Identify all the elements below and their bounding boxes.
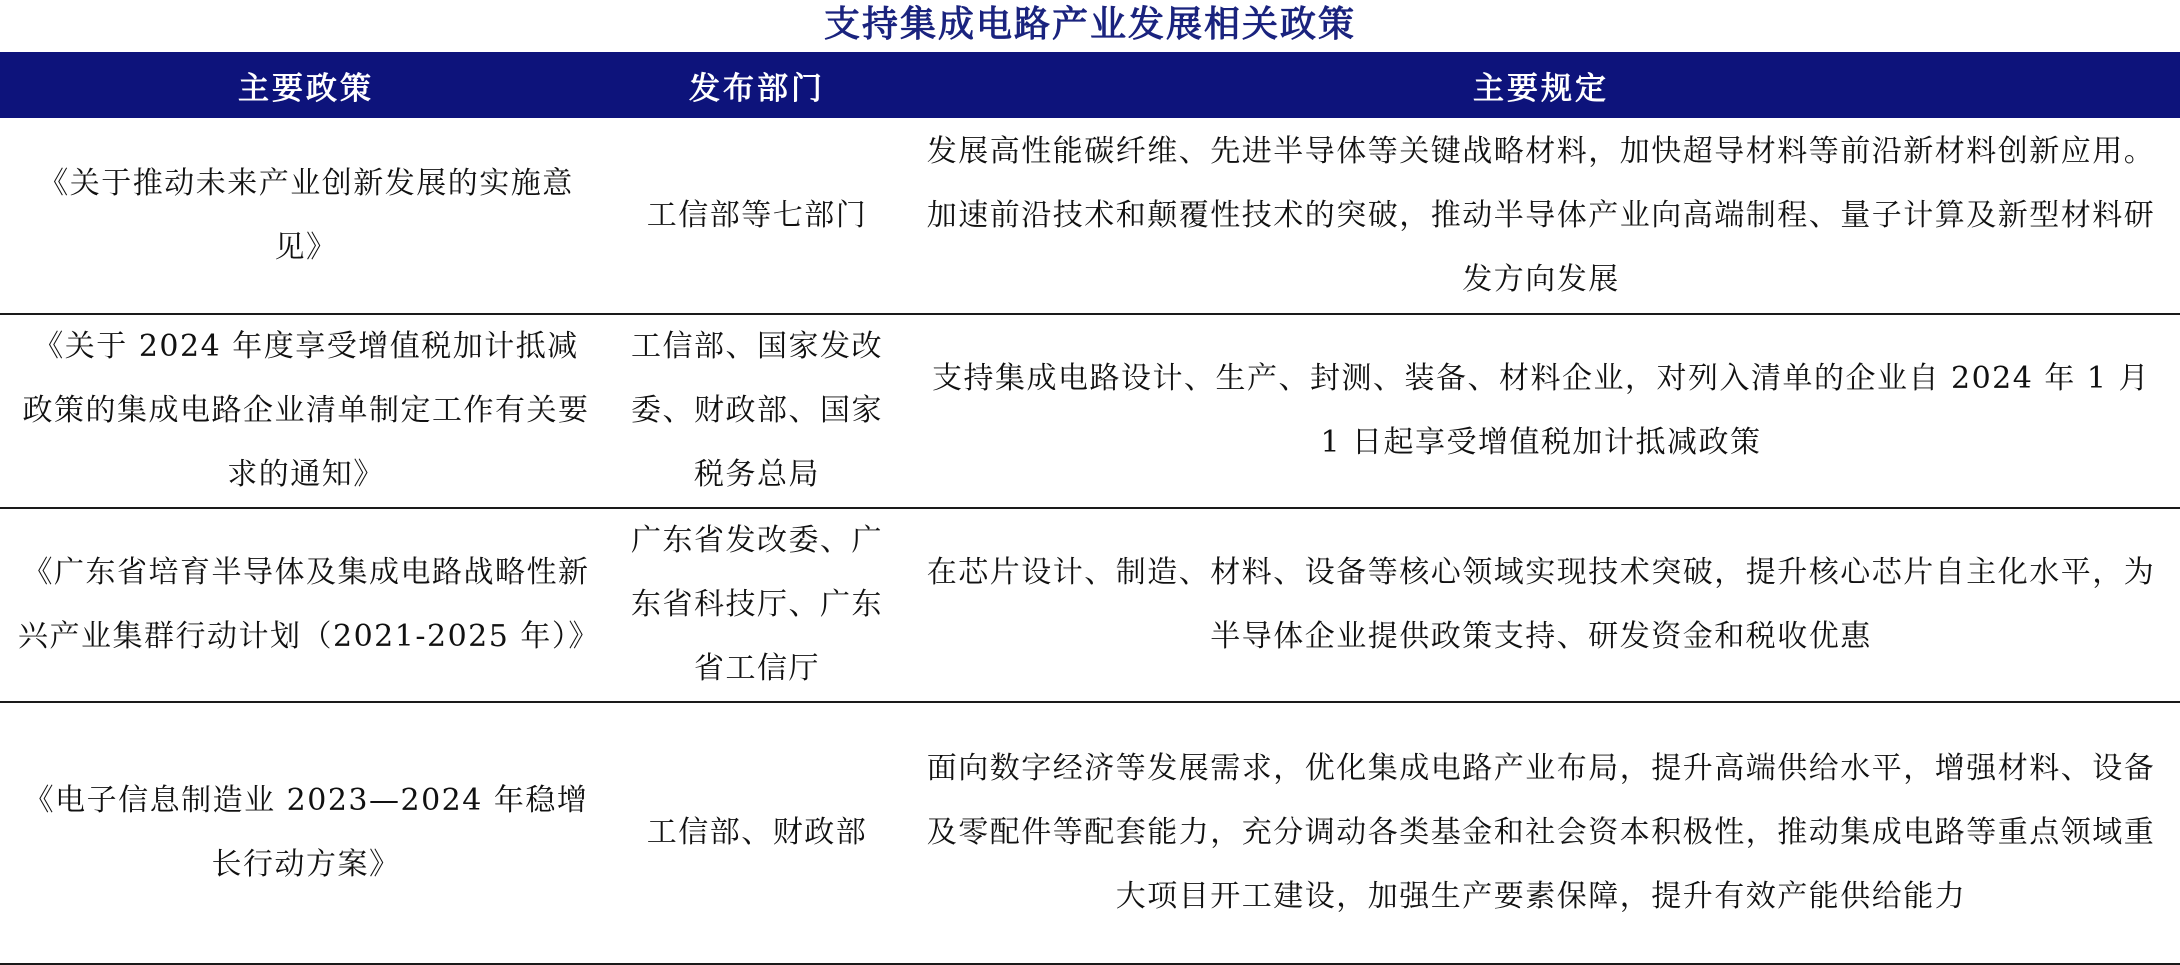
table-title: 支持集成电路产业发展相关政策 <box>823 3 1356 45</box>
table-header <box>0 52 2180 118</box>
table-row <box>0 314 2180 508</box>
policy-name: 《关于 2024 年度享受增值税加计抵减政策的集成电路企业清单制定工作有关要求的通知》 <box>0 314 612 508</box>
policy-table <box>0 52 2180 965</box>
department: 工信部、国家发改委、财政部、国家税务总局 <box>612 314 902 508</box>
department: 广东省发改委、广东省科技厅、广东省工信厅 <box>612 508 902 702</box>
header-department: 发布部门 <box>689 70 825 107</box>
provisions: 面向数字经济等发展需求，优化集成电路产业布局，提升高端供给水平，增强材料、设备及零配件等配套能力，充分调动各类基金和社会资本积极性，推动集成电路等重点领域重大项目开工建设，加强生产要素保障，提升有效产能供给能力 <box>902 702 2180 964</box>
provisions: 在芯片设计、制造、材料、设备等核心领域实现技术突破，提升核心芯片自主化水平，为半导体企业提供政策支持、研发资金和税收优惠 <box>902 508 2180 702</box>
policy-name: 《电子信息制造业 2023—2024 年稳增长行动方案》 <box>0 702 612 964</box>
department: 工信部等七部门 <box>612 118 902 314</box>
header-provisions: 主要规定 <box>1473 70 1609 107</box>
department: 工信部、财政部 <box>612 702 902 964</box>
policy-name: 《关于推动未来产业创新发展的实施意见》 <box>0 118 612 314</box>
header-policy: 主要政策 <box>238 70 374 107</box>
table-body <box>0 118 2180 964</box>
provisions: 发展高性能碳纤维、先进半导体等关键战略材料，加快超导材料等前沿新材料创新应用。加速前沿技术和颠覆性技术的突破，推动半导体产业向高端制程、量子计算及新型材料研发方向发展 <box>902 118 2180 314</box>
provisions: 支持集成电路设计、生产、封测、装备、材料企业，对列入清单的企业自 2024 年 1 月 1 日起享受增值税加计抵减政策 <box>902 314 2180 508</box>
table-row <box>0 508 2180 702</box>
policy-name: 《广东省培育半导体及集成电路战略性新兴产业集群行动计划（2021-2025 年）》 <box>0 508 612 702</box>
header-row <box>0 52 2180 118</box>
table-row <box>0 702 2180 964</box>
table-row <box>0 118 2180 314</box>
